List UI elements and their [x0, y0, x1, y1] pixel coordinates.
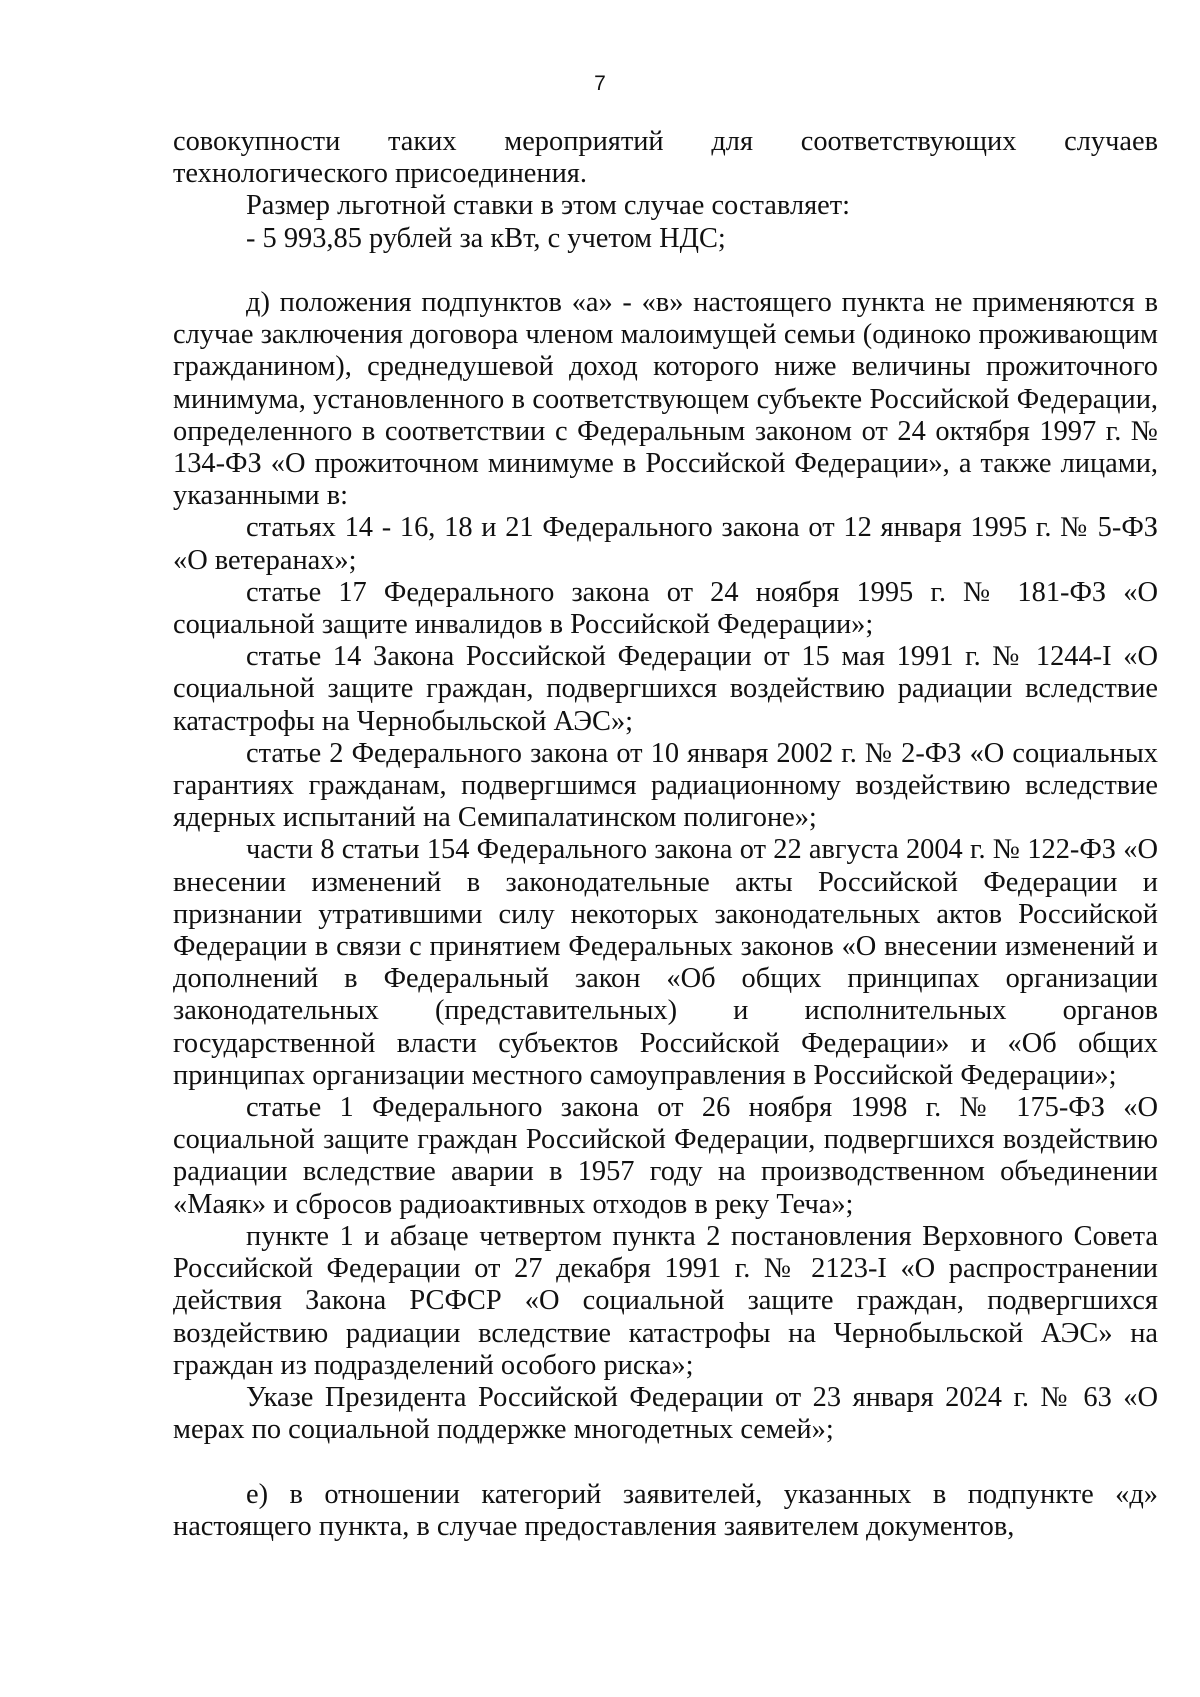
paragraph-law-risk-units: пункте 1 и абзаце четвертом пункта 2 постановления Верховного Совета Российской Федерации от 27 декабря 1991 г. № 2123-I «О распространении действия Закона РСФСР «О социальной защите граждан, подвергшихся воздействию радиации вследствие катастрофы на Чернобыльской АЭС» на граждан из подразделений особого риска»; — [173, 1220, 1158, 1381]
paragraph-continuation: совокупности таких мероприятий для соответствующих случаев технологического присоединения. — [173, 126, 1158, 190]
blank-line — [173, 1446, 1158, 1478]
paragraph-law-veterans: статьях 14 - 16, 18 и 21 Федерального закона от 12 января 1995 г. № 5-ФЗ «О ветеранах»; — [173, 512, 1158, 576]
paragraph-rate-intro: Размер льготной ставки в этом случае составляет: — [246, 190, 851, 222]
paragraph-decree-large-families: Указе Президента Российской Федерации от 23 января 2024 г. № 63 «О мерах по социальной поддержке многодетных семей»; — [173, 1381, 1158, 1446]
paragraph-law-semipalatinsk: статье 2 Федерального закона от 10 января 2002 г. № 2-ФЗ «О социальных гарантиях гражданам, подвергшимся радиационному воздействию вследствие ядерных испытаний на Семипалатинском полигоне»; — [173, 737, 1158, 834]
paragraph-law-chernobyl: статье 14 Закона Российской Федерации от 15 мая 1991 г. № 1244-I «О социальной защите граждан, подвергшихся воздействию радиации вследствие катастрофы на Чернобыльской АЭС»; — [173, 641, 1158, 737]
paragraph-subitem-d: д) положения подпунктов «а» - «в» настоящего пункта не применяются в случае заключения договора членом малоимущей семьи (одиноко проживающим гражданином), среднедушевой доход которого ниже величины прожиточного минимума, установленного в соответствующем субъекте Российской Федерации, определенного в соответствии с Федеральным законом от 24 октября 1997 г. № 134-ФЗ «О прожиточном минимуме в Российской Федерации», а также лицами, указанными в: — [173, 287, 1158, 512]
paragraph-rate-value: - 5 993,85 рублей за кВт, с учетом НДС; — [246, 222, 726, 254]
blank-line — [173, 255, 1158, 287]
paragraph-law-122: части 8 статьи 154 Федерального закона от 22 августа 2004 г. № 122-ФЗ «О внесении изменений в законодательные акты Российской Федерации и признании утратившими силу некоторых законодательных актов Российской Федерации в связи с принятием Федеральных законов «О внесении изменений и дополнений в Федеральный закон «Об общих принципах организации законодательных (представительных) и исполнительных органов государственной власти субъектов Российской Федерации» и «Об общих принципах организации местного самоуправления в Российской Федерации»; — [173, 834, 1158, 1091]
page-number: 7 — [594, 72, 606, 95]
paragraph-law-mayak: статье 1 Федерального закона от 26 ноября 1998 г. № 175-ФЗ «О социальной защите граждан Российской Федерации, подвергшихся воздействию радиации вследствие аварии в 1957 году на производственном объединении «Маяк» и сбросов радиоактивных отходов в реку Теча»; — [173, 1092, 1158, 1220]
paragraph-law-disabled: статье 17 Федерального закона от 24 ноября 1995 г. № 181-ФЗ «О социальной защите инвалидов в Российской Федерации»; — [173, 576, 1158, 641]
paragraph-subitem-e: е) в отношении категорий заявителей, указанных в подпункте «д» настоящего пункта, в случае предоставления заявителем документов, — [173, 1478, 1158, 1542]
document-body — [173, 126, 1158, 1543]
